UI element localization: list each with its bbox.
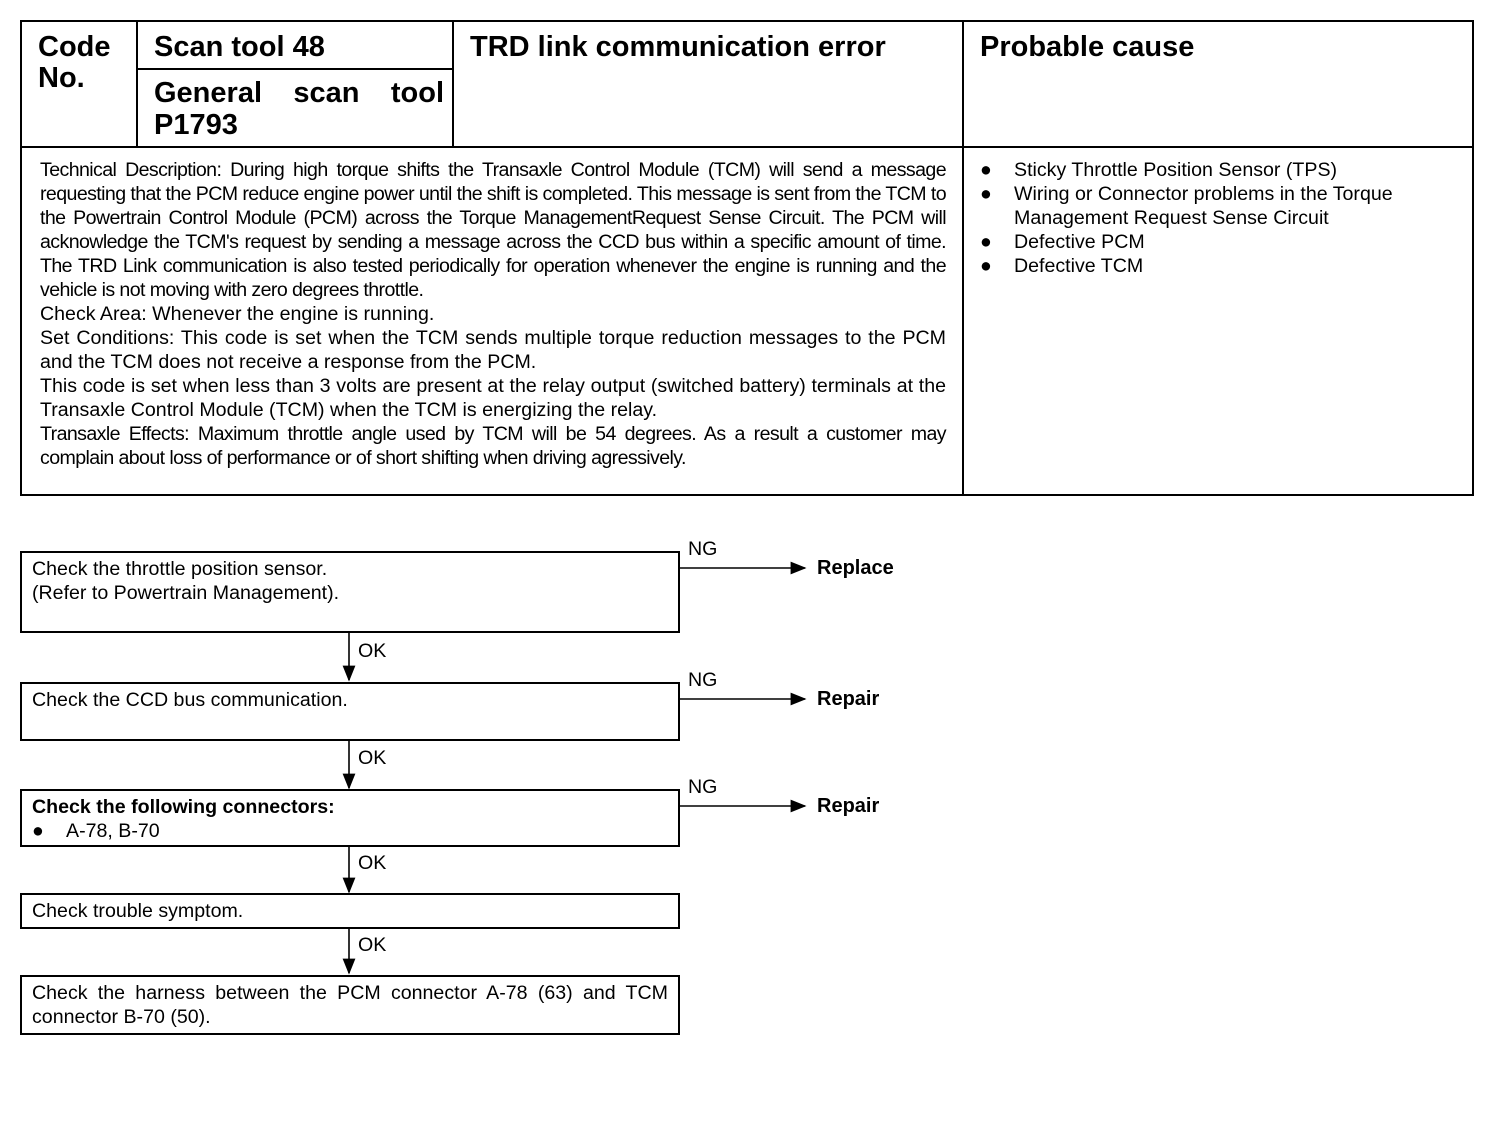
list-item: ● Sticky Throttle Position Sensor (TPS) (980, 159, 1338, 181)
description-paragraph: Technical Description: During high torque shifts the Transaxle Control Module (TCM) will send a message requesting that the PCM reduce engine power until the shift is completed. This message is sent from the TCM to the Powertrain Control Module (PCM) across the Torque ManagementRequest Sense Circuit. The PCM will acknowledge the TCM's request by sending a message across the CCD bus within a specific amount of time. The TRD Link communication is also tested periodically for operation whenever the engine is running and the vehicle is not moving with zero degrees throttle. (40, 159, 946, 301)
list-item: ● Wiring or Connector problems in the Torque Management Request Sense Circuit (980, 183, 1393, 229)
scan-tool-code: Scan tool 48 (154, 31, 325, 63)
ok-label: OK (358, 934, 387, 956)
ok-label: OK (358, 747, 387, 769)
page-title: TRD link communication error (470, 31, 886, 63)
flow-step-throttle-sensor: Check the throttle position sensor. (Refer to Powertrain Management). (20, 551, 680, 633)
description-paragraph: Set Conditions: This code is set when the TCM sends multiple torque reduction messages to the PCM and the TCM does not receive a response from the PCM. (40, 327, 946, 373)
repair-action: Repair (817, 795, 880, 817)
flow-step-ccd-bus: Check the CCD bus communication. (20, 682, 680, 741)
ok-label: OK (358, 640, 387, 662)
flow-step-harness: Check the harness between the PCM connector A-78 (63) and TCM connector B-70 (50). (20, 975, 680, 1035)
bullet-icon: ● (32, 820, 44, 842)
ng-label: NG (688, 538, 718, 560)
ng-label: NG (688, 776, 718, 798)
replace-action: Replace (817, 557, 894, 579)
description-paragraph: Transaxle Effects: Maximum throttle angle used by TCM will be 54 degrees. As a result a customer may complain about loss of performance or of short shifting when driving agressively. (40, 423, 946, 469)
flow-step-trouble-symptom: Check trouble symptom. (20, 893, 680, 929)
flow-step-connectors: Check the following connectors: ● A-78, B-70 (20, 789, 680, 847)
description-paragraph: This code is set when less than 3 volts are present at the relay output (switched battery) terminals at the Transaxle Control Module (TCM) when the TCM is energizing the relay. (40, 375, 946, 421)
list-item: ● Defective PCM (980, 231, 1145, 253)
list-item: ● Defective TCM (980, 255, 1144, 277)
repair-action: Repair (817, 688, 880, 710)
code-no-header: Code No. (38, 31, 111, 94)
probable-cause-header: Probable cause (980, 31, 1195, 63)
general-scan-tool-code: P1793 (154, 109, 238, 141)
bullet-icon: ● (980, 183, 992, 205)
ok-label: OK (358, 852, 387, 874)
general-scan-tool-label: General scan tool (154, 77, 444, 109)
bullet-icon: ● (980, 159, 992, 181)
description-paragraph: Check Area: Whenever the engine is running. (40, 303, 435, 325)
ng-label: NG (688, 669, 718, 691)
bullet-icon: ● (980, 231, 992, 253)
bullet-icon: ● (980, 255, 992, 277)
